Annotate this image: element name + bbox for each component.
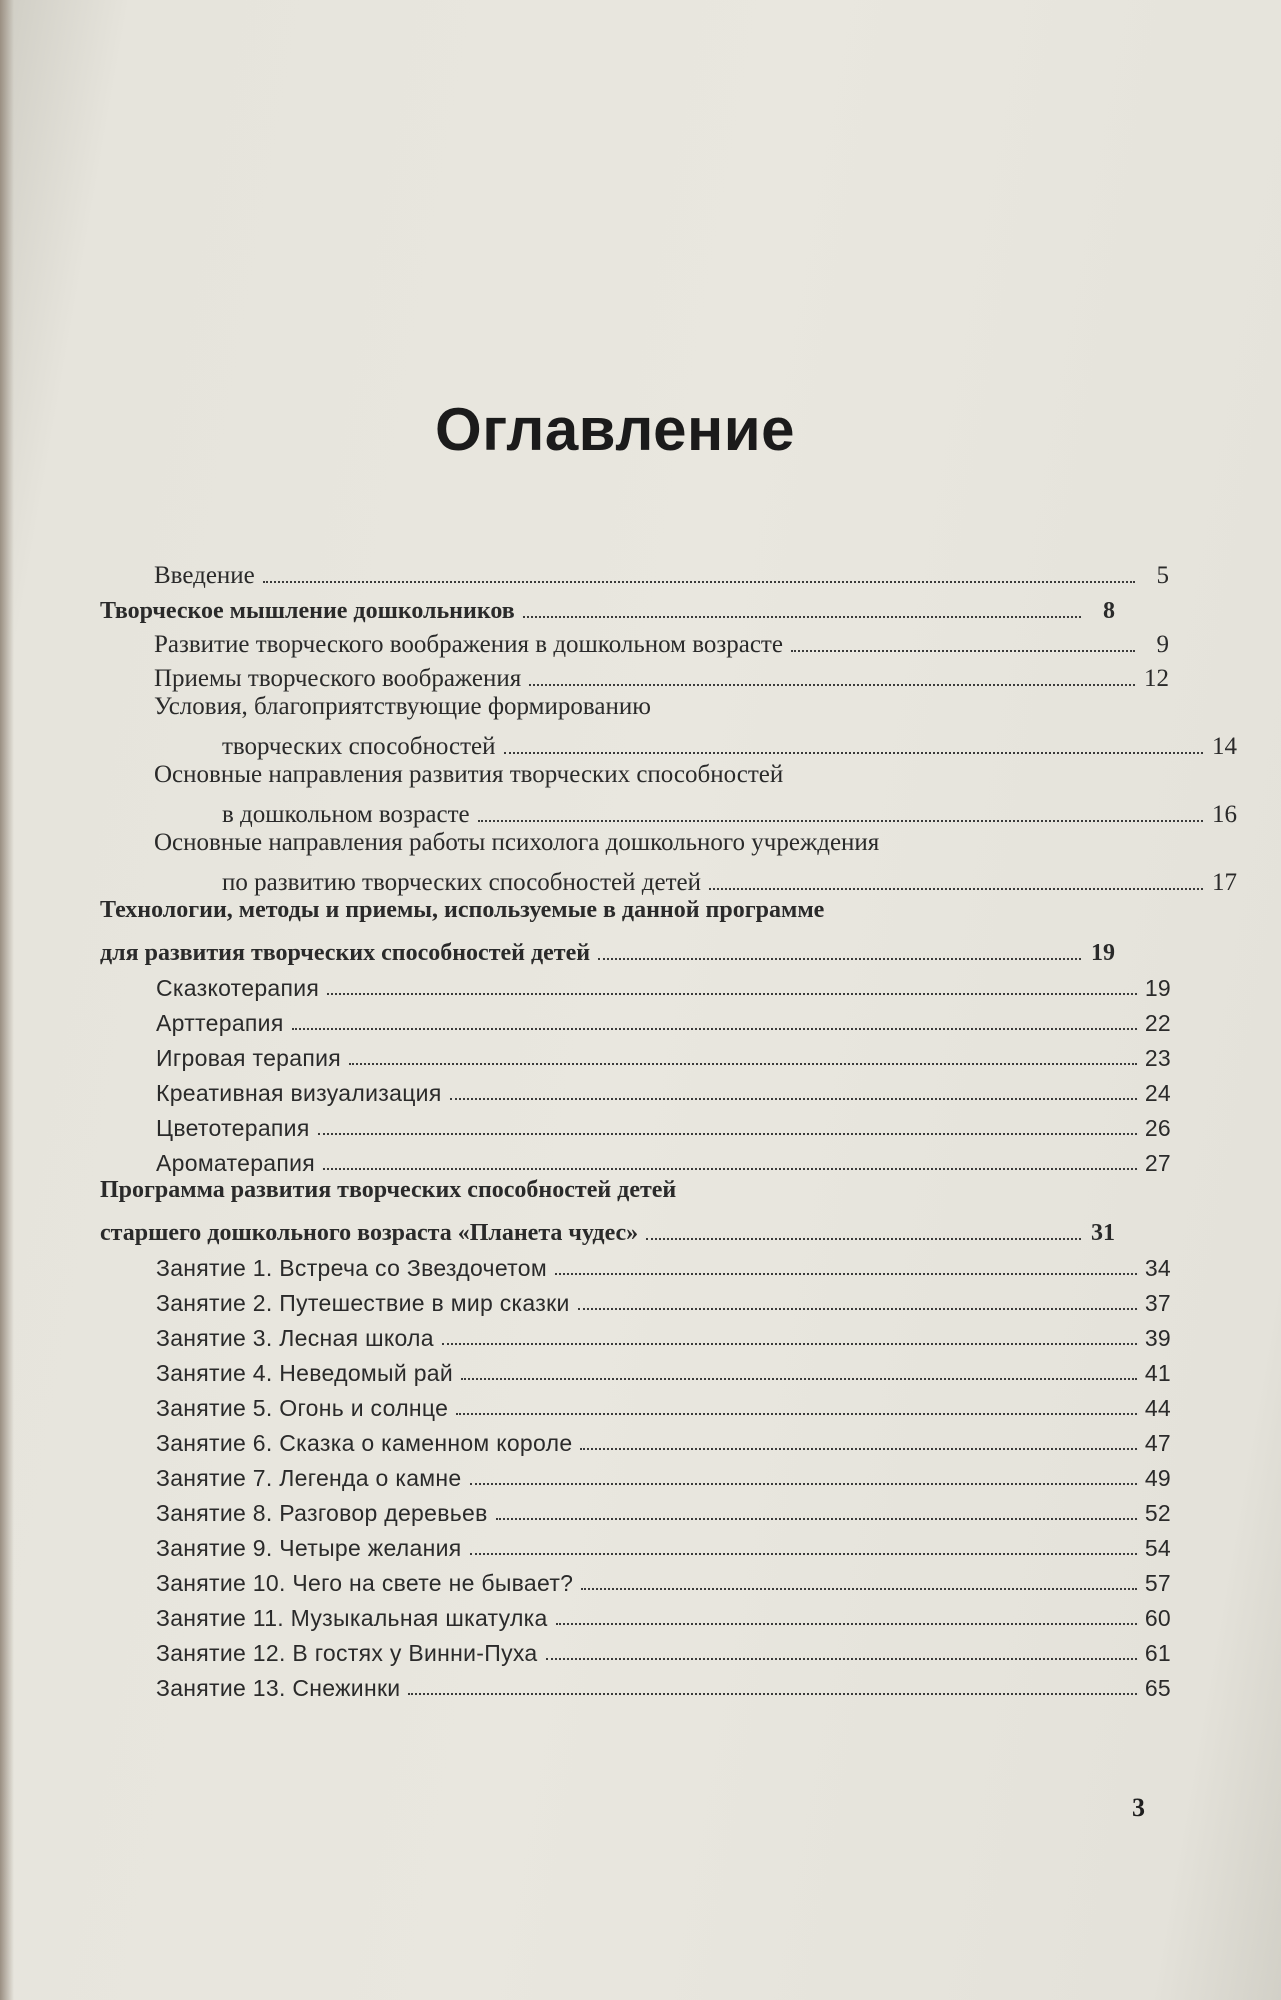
toc-section-title: для развития творческих способностей детей — [100, 940, 591, 966]
toc-entry-text: Арттерапия — [156, 1010, 284, 1036]
toc-entry-1-3 — [100, 727, 1237, 761]
toc-page-number: 24 — [1144, 1080, 1171, 1106]
toc-leader-dots — [529, 683, 1135, 686]
toc-lesson — [100, 1282, 1171, 1317]
toc-entry-text: по развитию творческих способностей детей — [222, 869, 701, 896]
toc-lesson-text: Занятие 9. Четыре желания — [156, 1535, 462, 1561]
toc-section-3-line1: Программа развития творческих способностей детей — [100, 1177, 677, 1203]
toc-entry-2-3 — [100, 1037, 1171, 1072]
toc-entry-1-2 — [100, 659, 1169, 693]
toc-lesson-text: Занятие 3. Лесная школа — [156, 1325, 434, 1351]
toc-leader-dots — [555, 1272, 1137, 1275]
toc-leader-dots — [318, 1132, 1137, 1135]
page-title: Оглавление — [435, 396, 795, 463]
toc-entry-1-4-line1: Основные направления развития творческих способностей — [154, 761, 784, 788]
toc-entry-text: Креативная визуализация — [156, 1080, 442, 1106]
toc-lesson — [100, 1387, 1171, 1422]
toc-entry-text: Ароматерапия — [156, 1150, 316, 1176]
toc-entry-2-5 — [100, 1107, 1171, 1142]
toc-page-number: 44 — [1144, 1395, 1171, 1421]
toc-page-number: 8 — [1103, 598, 1115, 624]
toc-leader-dots — [263, 580, 1135, 583]
toc-leader-dots — [292, 1027, 1137, 1030]
toc-entry-2-2 — [100, 1002, 1171, 1037]
toc-leader-dots — [408, 1692, 1136, 1695]
toc-leader-dots — [646, 1237, 1081, 1240]
toc-page-number: 41 — [1144, 1360, 1171, 1386]
toc-leader-dots — [580, 1447, 1136, 1450]
toc-lesson — [100, 1352, 1171, 1387]
toc-lesson-text: Занятие 5. Огонь и солнце — [156, 1395, 449, 1421]
toc-leader-dots — [709, 887, 1203, 890]
toc-page-number: 23 — [1144, 1045, 1171, 1071]
toc-section-title: Творческое мышление дошкольников — [100, 598, 515, 624]
toc-leader-dots — [504, 751, 1203, 754]
toc-leader-dots — [578, 1307, 1137, 1310]
toc-page-number: 54 — [1144, 1535, 1171, 1561]
toc-lesson — [100, 1422, 1171, 1457]
toc-lesson — [100, 1457, 1171, 1492]
toc-lesson — [100, 1562, 1171, 1597]
toc-leader-dots — [478, 819, 1203, 822]
toc-entry-1-4 — [100, 795, 1237, 829]
toc-leader-dots — [461, 1377, 1137, 1380]
toc-page-number: 26 — [1144, 1115, 1171, 1141]
toc-lesson — [100, 1667, 1171, 1702]
toc-leader-dots — [470, 1482, 1137, 1485]
toc-page-number: 14 — [1212, 733, 1237, 760]
toc-lesson-text: Занятие 13. Снежинки — [156, 1675, 401, 1701]
toc-page-number: 17 — [1212, 869, 1237, 896]
toc-leader-dots — [546, 1657, 1137, 1660]
toc-lesson-text: Занятие 6. Сказка о каменном короле — [156, 1430, 573, 1456]
toc-leader-dots — [456, 1412, 1137, 1415]
toc-entry-text: Введение — [154, 562, 255, 589]
toc-leader-dots — [581, 1587, 1137, 1590]
toc-page-number: 22 — [1144, 1010, 1171, 1036]
toc-page-number: 9 — [1156, 631, 1169, 658]
toc-entry-2-1 — [100, 967, 1171, 1002]
toc-entry-text: Приемы творческого воображения — [154, 665, 522, 692]
toc-entry-2-6 — [100, 1142, 1171, 1177]
toc-leader-dots — [450, 1097, 1137, 1100]
toc-entry-text: Цветотерапия — [156, 1115, 310, 1141]
toc-entry-text: творческих способностей — [222, 733, 496, 760]
toc-entry-1-1 — [100, 625, 1169, 659]
toc-page-number: 19 — [1091, 940, 1115, 966]
toc-page-number: 52 — [1144, 1500, 1171, 1526]
toc-section-2-line1: Технологии, методы и приемы, используемые в данной программе — [100, 897, 825, 923]
toc-lesson — [100, 1247, 1171, 1282]
toc-leader-dots — [349, 1062, 1137, 1065]
toc-page-number: 27 — [1144, 1150, 1171, 1176]
toc-leader-dots — [442, 1342, 1137, 1345]
toc-leader-dots — [523, 615, 1081, 618]
toc-section-1 — [100, 590, 1115, 625]
toc-page-number: 19 — [1144, 975, 1171, 1001]
toc-leader-dots — [470, 1552, 1137, 1555]
toc-section-title: старшего дошкольного возраста «Планета чудес» — [100, 1220, 639, 1246]
table-of-contents — [100, 556, 1237, 1702]
toc-lesson — [100, 1317, 1171, 1352]
toc-page-number: 31 — [1091, 1220, 1115, 1246]
toc-lesson — [100, 1597, 1171, 1632]
toc-page-number: 57 — [1144, 1570, 1171, 1596]
toc-leader-dots — [496, 1517, 1137, 1520]
toc-entry-text: Сказкотерапия — [156, 975, 320, 1001]
toc-lesson-text: Занятие 11. Музыкальная шкатулка — [156, 1605, 548, 1631]
toc-leader-dots — [598, 957, 1081, 960]
toc-entry-1-3-line1: Условия, благоприятствующие формированию — [154, 693, 651, 720]
toc-leader-dots — [327, 992, 1137, 995]
toc-page-number: 60 — [1144, 1605, 1171, 1631]
page-number: 3 — [1132, 1793, 1145, 1822]
toc-section-3 — [100, 1212, 1115, 1247]
toc-entry-2-4 — [100, 1072, 1171, 1107]
toc-entry-text: Развитие творческого воображения в дошкольном возрасте — [154, 631, 783, 658]
toc-page-number: 49 — [1144, 1465, 1171, 1491]
page-edge-shadow — [0, 0, 14, 2000]
toc-page-number: 5 — [1156, 562, 1169, 589]
toc-section-2 — [100, 932, 1115, 967]
toc-page-number: 47 — [1144, 1430, 1171, 1456]
toc-page-number: 16 — [1212, 801, 1237, 828]
toc-entry-intro — [100, 556, 1169, 590]
toc-lesson-text: Занятие 1. Встреча со Звездочетом — [156, 1255, 547, 1281]
toc-page-number: 61 — [1144, 1640, 1171, 1666]
toc-lesson-text: Занятие 10. Чего на свете не бывает? — [156, 1570, 574, 1596]
toc-entry-text: Игровая терапия — [156, 1045, 342, 1071]
toc-page-number: 39 — [1144, 1325, 1171, 1351]
toc-entry-1-5-line1: Основные направления работы психолога дошкольного учреждения — [154, 829, 880, 856]
toc-leader-dots — [323, 1167, 1137, 1170]
toc-lesson-text: Занятие 4. Неведомый рай — [156, 1360, 454, 1386]
toc-entry-text: в дошкольном возрасте — [222, 801, 470, 828]
toc-page-number: 37 — [1144, 1290, 1171, 1316]
toc-page-number: 65 — [1144, 1675, 1171, 1701]
toc-lesson — [100, 1527, 1171, 1562]
toc-entry-1-5 — [100, 863, 1237, 897]
toc-leader-dots — [791, 649, 1135, 652]
toc-page-number: 12 — [1144, 665, 1169, 692]
toc-lesson-text: Занятие 12. В гостях у Винни-Пуха — [156, 1640, 538, 1666]
toc-lesson-text: Занятие 2. Путешествие в мир сказки — [156, 1290, 570, 1316]
toc-leader-dots — [556, 1622, 1137, 1625]
toc-lesson — [100, 1492, 1171, 1527]
toc-page-number: 34 — [1144, 1255, 1171, 1281]
toc-lesson — [100, 1632, 1171, 1667]
toc-lesson-text: Занятие 8. Разговор деревьев — [156, 1500, 488, 1526]
toc-lesson-text: Занятие 7. Легенда о камне — [156, 1465, 462, 1491]
